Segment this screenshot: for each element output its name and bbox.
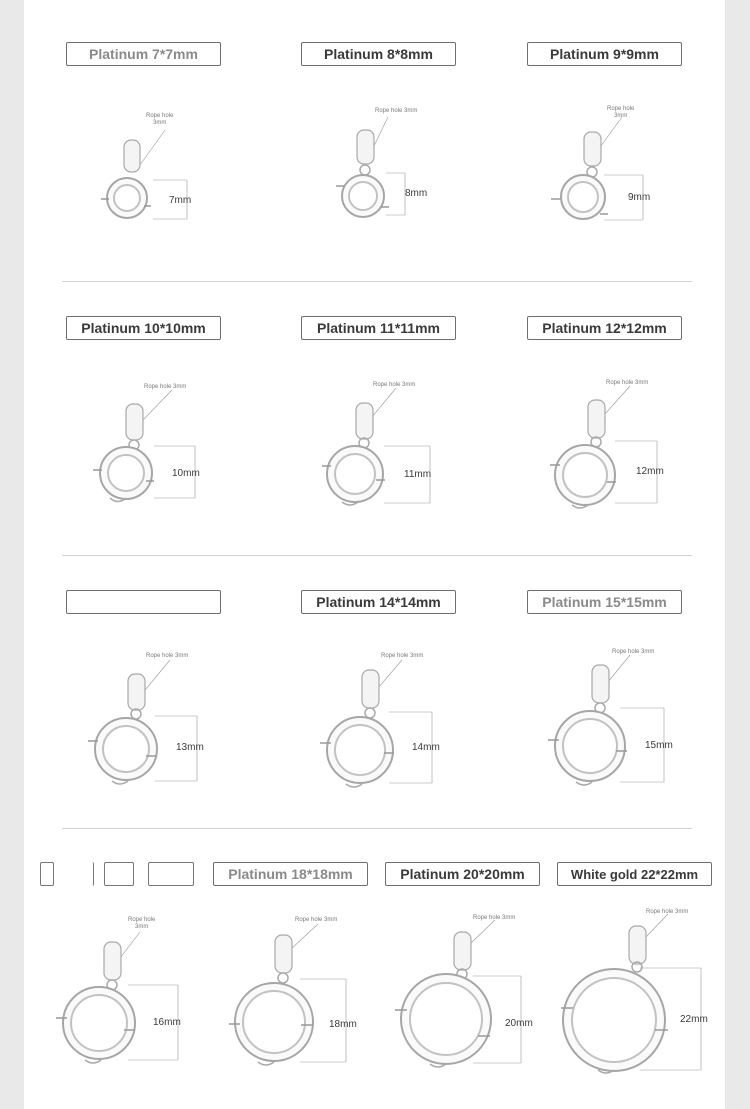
rope-hole-note: Rope hole 3mm	[128, 917, 156, 930]
size-label-9mm: Platinum 9*9mm	[527, 42, 682, 66]
rope-hole-note: Rope hole 3mm	[373, 382, 416, 388]
rope-hole-note: Rope hole 3mm	[607, 106, 635, 119]
size-dimension: 9mm	[628, 192, 651, 203]
size-dimension: 13mm	[176, 742, 204, 753]
rope-hole-note: Rope hole 3mm	[606, 380, 649, 386]
size-label-22mm: White gold 22*22mm	[557, 862, 712, 886]
size-label-11mm: Platinum 11*11mm	[301, 316, 456, 340]
size-dimension: 14mm	[412, 742, 440, 753]
rope-hole-note: Rope hole 3mm	[473, 915, 516, 921]
size-dimension: 12mm	[636, 466, 664, 477]
size-label-10mm: Platinum 10*10mm	[66, 316, 221, 340]
size-label-7mm: Platinum 7*7mm	[66, 42, 221, 66]
rope-hole-note: Rope hole 3mm	[375, 108, 418, 114]
size-label-20mm: Platinum 20*20mm	[385, 862, 540, 886]
size-label-8mm: Platinum 8*8mm	[301, 42, 456, 66]
size-dimension: 8mm	[405, 188, 428, 199]
rope-hole-note: Rope hole 3mm	[146, 653, 189, 659]
size-label-12mm: Platinum 12*12mm	[527, 316, 682, 340]
rope-hole-note: Rope hole 3mm	[381, 653, 424, 659]
size-dimension: 15mm	[645, 740, 673, 751]
size-dimension: 7mm	[169, 195, 192, 206]
size-label-18mm: Platinum 18*18mm	[213, 862, 368, 886]
size-label-14mm: Platinum 14*14mm	[301, 590, 456, 614]
rope-hole-note: Rope hole 3mm	[144, 384, 187, 390]
size-dimension: 11mm	[404, 469, 432, 480]
size-dimension: 10mm	[172, 468, 200, 479]
size-dimension: 18mm	[329, 1019, 357, 1030]
rope-hole-note: Rope hole 3mm	[612, 649, 655, 655]
size-label-15mm: Platinum 15*15mm	[527, 590, 682, 614]
size-dimension: 16mm	[153, 1017, 181, 1028]
rope-hole-note: Rope hole 3mm	[646, 909, 689, 915]
size-dimension: 22mm	[680, 1014, 708, 1025]
size-dimension: 20mm	[505, 1018, 533, 1029]
rope-hole-note: Rope hole 3mm	[295, 917, 338, 923]
rope-hole-note: Rope hole 3mm	[146, 113, 174, 126]
